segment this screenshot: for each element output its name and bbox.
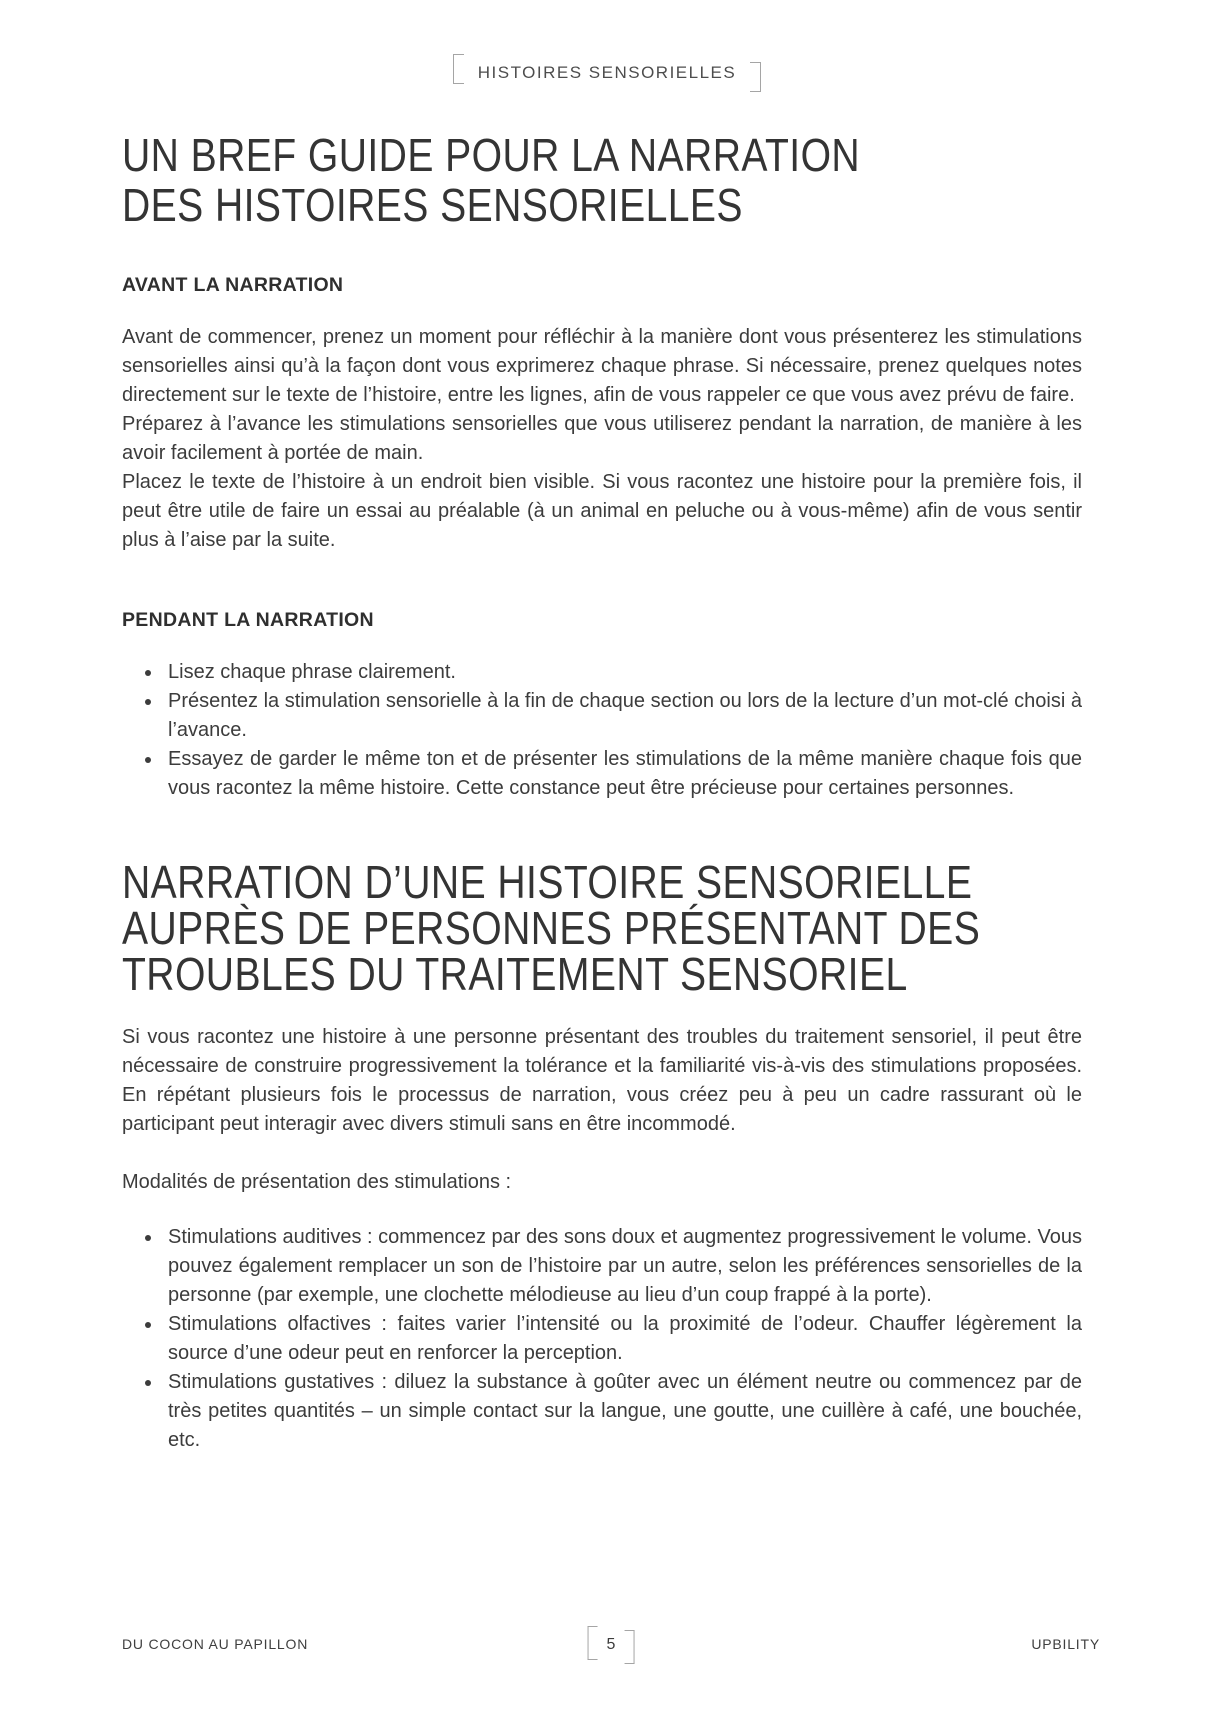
list-item: Stimulations gustatives : diluez la substance à goûter avec un élément neutre ou commencez par de très petites quantités – un simple contact sur la langue, une goutte, une cuillère à café, une bouchée, etc. (142, 1368, 1082, 1455)
list-item: Présentez la stimulation sensorielle à la fin de chaque section ou lors de la lecture d’un mot-clé choisi à l’avance. (142, 687, 1082, 745)
second-title-line-3: TROUBLES DU TRAITEMENT SENSORIEL (122, 948, 908, 1000)
footer-right-text: UPBILITY (1031, 1636, 1100, 1652)
modalites-bullet-list (122, 1223, 1082, 1455)
list-item: Stimulations auditives : commencez par des sons doux et augmentez progressivement le volume. Vous pouvez également remplacer un son de l’histoire par un autre, selon les préférences sensorielles de la personne (par exemple, une clochette mélodieuse au lieu d’un coup frappé à la porte). (142, 1223, 1082, 1310)
paragraph: Placez le texte de l’histoire à un endroit bien visible. Si vous racontez une histoire pour la première fois, il peut être utile de faire un essai au préalable (à un animal en peluche ou à vous-même) afin de vous sentir plus à l’aise par la suite. (122, 471, 1082, 551)
page-content (122, 130, 1082, 1455)
page-footer (122, 1628, 1100, 1672)
second-title (122, 856, 1082, 1000)
footer-bracket-right-icon (624, 1630, 634, 1664)
list-item: Lisez chaque phrase clairement. (142, 658, 1082, 687)
second-title-line-1: NARRATION D’UNE HISTOIRE SENSORIELLE (122, 856, 973, 908)
main-title-line-1: UN BREF GUIDE POUR LA NARRATION (122, 129, 861, 181)
list-item: Essayez de garder le même ton et de présenter les stimulations de la même manière chaque fois que vous racontez la même histoire. Cette constance peut être précieuse pour certaines personnes. (142, 745, 1082, 803)
page-header (0, 58, 1214, 88)
section-heading-avant: AVANT LA NARRATION (122, 274, 344, 296)
page-number: 5 (606, 1636, 616, 1653)
paragraph: Si vous racontez une histoire à une personne présentant des troubles du traitement sensoriel, il peut être nécessaire de construire progressivement la tolérance et la familiarité vis-à-vis des stimulations proposées. En répétant plusieurs fois le processus de narration, vous créez peu à peu un cadre rassurant où le participant peut interagir avec divers stimuli sans en être incommodé. (122, 1026, 1082, 1135)
running-header-title: HISTOIRES SENSORIELLES (477, 63, 737, 82)
header-bracket-left-icon (453, 54, 464, 84)
troubles-paragraphs (122, 1023, 1082, 1139)
list-item: Stimulations olfactives : faites varier l’intensité ou la proximité de l’odeur. Chauffer légèrement la source d’une odeur peut en renforcer la perception. (142, 1310, 1082, 1368)
modalites-intro: Modalités de présentation des stimulations : (122, 1171, 512, 1193)
header-bracket-right-icon (750, 62, 761, 92)
pendant-bullet-list (122, 658, 1082, 803)
section-heading-pendant: PENDANT LA NARRATION (122, 609, 374, 631)
paragraph: Avant de commencer, prenez un moment pour réfléchir à la manière dont vous présenterez les stimulations sensorielles ainsi qu’à la façon dont vous exprimerez chaque phrase. Si nécessaire, prenez quelques notes directement sur le texte de l’histoire, entre les lignes, afin de vous rappeler ce que vous avez prévu de faire. (122, 326, 1082, 406)
paragraph: Préparez à l’avance les stimulations sensorielles que vous utiliserez pendant la narration, de manière à les avoir facilement à portée de main. (122, 413, 1082, 464)
page-number-container (588, 1628, 635, 1662)
second-title-line-2: AUPRÈS DE PERSONNES PRÉSENTANT DES (122, 902, 981, 954)
avant-paragraphs (122, 323, 1082, 555)
footer-left-text: DU COCON AU PAPILLON (122, 1636, 309, 1652)
main-title (122, 130, 1082, 230)
main-title-line-2: DES HISTOIRES SENSORIELLES (122, 179, 743, 231)
footer-bracket-left-icon (588, 1626, 598, 1660)
